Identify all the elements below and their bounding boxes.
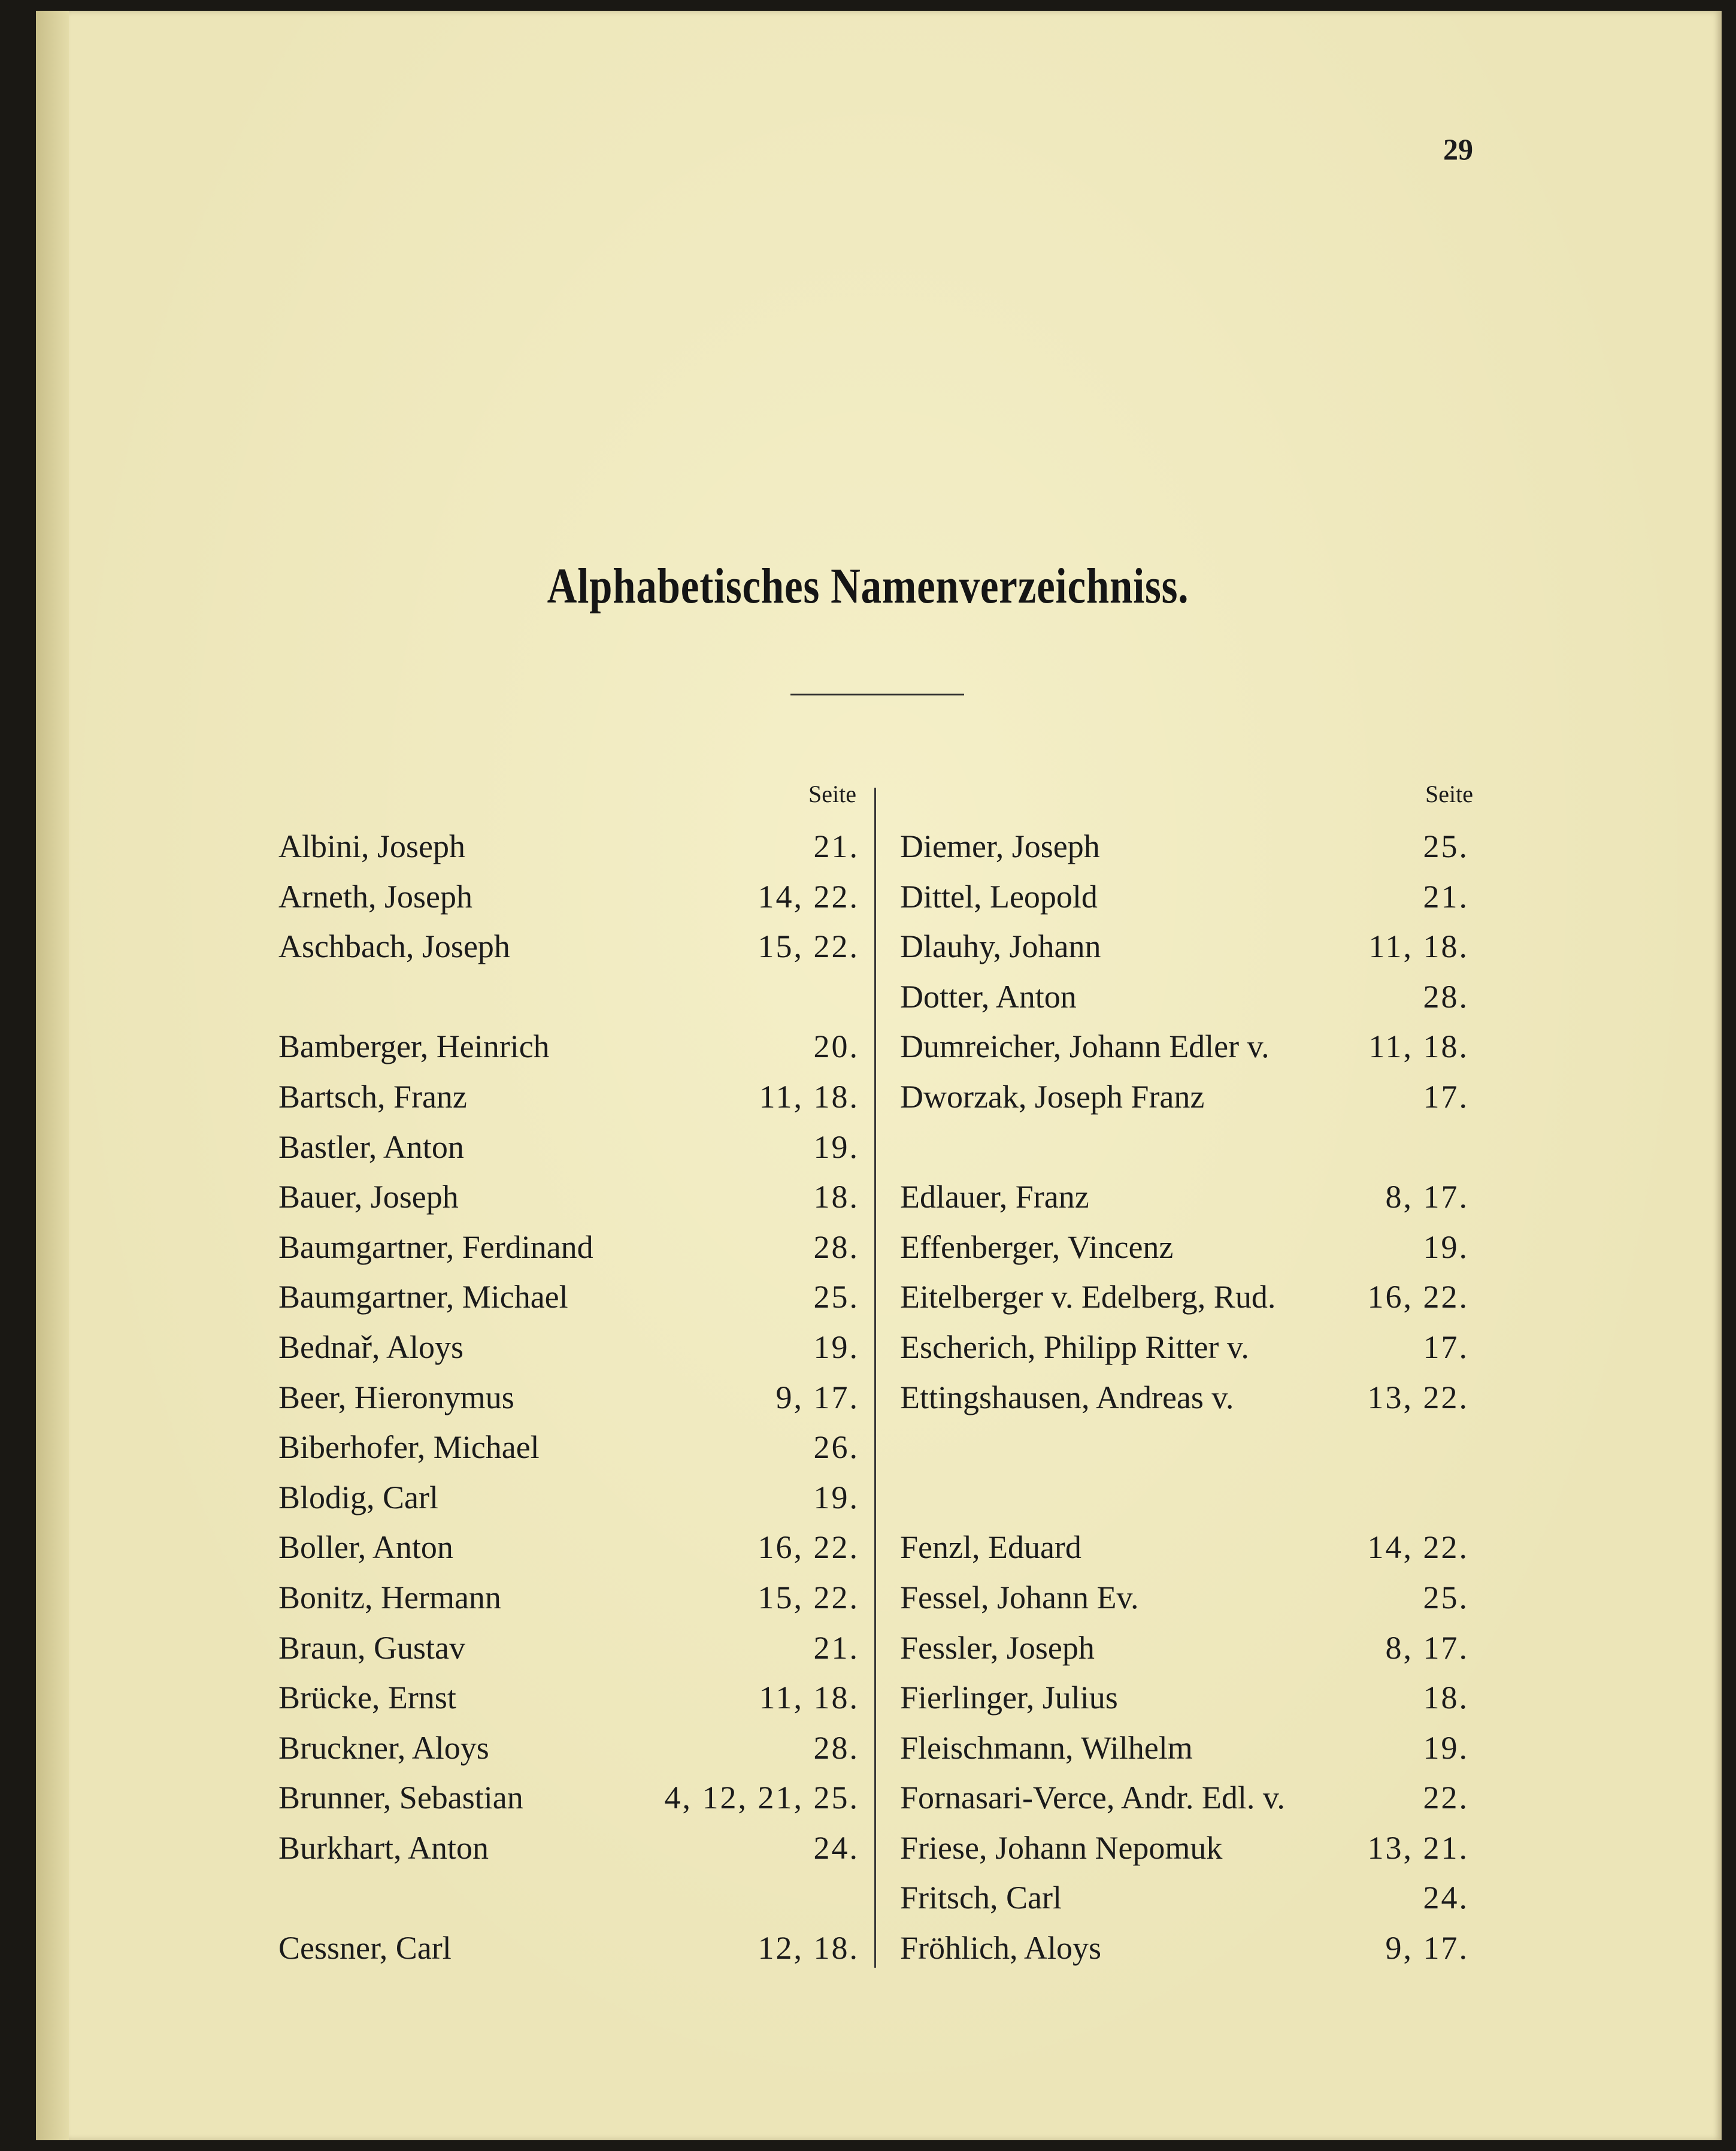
entry-name: Fornasari-Verce, Andr. Edl. v. bbox=[900, 1780, 1285, 1816]
entry-pages: 19. bbox=[813, 1129, 859, 1165]
entry-name: Brücke, Ernst bbox=[278, 1680, 456, 1716]
entry-pages: 8, 17. bbox=[1385, 1629, 1469, 1666]
entry-pages: 16, 22. bbox=[758, 1529, 859, 1566]
entry-name: Baumgartner, Michael bbox=[278, 1279, 568, 1315]
entry-name: Dittel, Leopold bbox=[900, 878, 1098, 915]
index-spacer bbox=[278, 1873, 859, 1923]
entry-name: Braun, Gustav bbox=[278, 1629, 465, 1666]
entry-pages: 14, 22. bbox=[1367, 1529, 1469, 1566]
entry-pages: 11, 18. bbox=[1368, 928, 1469, 965]
index-entry bbox=[278, 1072, 859, 1123]
entry-pages: 28. bbox=[813, 1729, 859, 1766]
entry-name: Dotter, Anton bbox=[900, 978, 1077, 1015]
index-column-right bbox=[900, 822, 1469, 1974]
entry-pages: 18. bbox=[1423, 1680, 1469, 1716]
entry-pages: 13, 21. bbox=[1367, 1829, 1469, 1866]
entry-pages: 13, 22. bbox=[1367, 1379, 1469, 1415]
index-entry bbox=[900, 1523, 1469, 1573]
index-entry bbox=[278, 1923, 859, 1974]
entry-pages: 22. bbox=[1423, 1780, 1469, 1816]
entry-pages: 21. bbox=[813, 828, 859, 864]
index-entry bbox=[900, 1172, 1469, 1223]
index-entry bbox=[278, 872, 859, 922]
entry-name: Ettingshausen, Andreas v. bbox=[900, 1379, 1234, 1415]
entry-pages: 24. bbox=[1423, 1880, 1469, 1916]
entry-name: Beer, Hieronymus bbox=[278, 1379, 514, 1415]
index-entry bbox=[278, 1223, 859, 1273]
entry-pages: 17. bbox=[1423, 1078, 1469, 1115]
entry-pages: 25. bbox=[1423, 1579, 1469, 1615]
index-entry bbox=[278, 1172, 859, 1223]
title-rule bbox=[790, 694, 964, 695]
entry-name: Albini, Joseph bbox=[278, 828, 466, 864]
entry-name: Escherich, Philipp Ritter v. bbox=[900, 1329, 1249, 1365]
entry-pages: 17. bbox=[1423, 1329, 1469, 1365]
entry-name: Fröhlich, Aloys bbox=[900, 1930, 1102, 1967]
entry-name: Fessel, Johann Ev. bbox=[900, 1579, 1139, 1615]
index-entry bbox=[278, 1272, 859, 1323]
index-entry bbox=[900, 1623, 1469, 1674]
index-entry bbox=[278, 1673, 859, 1723]
entry-pages: 15, 22. bbox=[758, 928, 859, 965]
entry-pages: 19. bbox=[813, 1479, 859, 1515]
index-entry bbox=[900, 1323, 1469, 1373]
entry-name: Arneth, Joseph bbox=[278, 878, 472, 915]
entry-name: Bonitz, Hermann bbox=[278, 1579, 501, 1615]
index-entry bbox=[900, 1072, 1469, 1123]
index-entry bbox=[900, 1022, 1469, 1072]
entry-name: Bruckner, Aloys bbox=[278, 1729, 489, 1766]
page-gutter bbox=[36, 11, 69, 2140]
entry-name: Edlauer, Franz bbox=[900, 1179, 1089, 1215]
index-entry bbox=[900, 1773, 1469, 1823]
index-entry bbox=[278, 1573, 859, 1623]
entry-name: Bednař, Aloys bbox=[278, 1329, 463, 1365]
index-entry bbox=[900, 822, 1469, 872]
index-entry bbox=[278, 1523, 859, 1573]
index-entry bbox=[278, 1773, 859, 1823]
entry-pages: 15, 22. bbox=[758, 1579, 859, 1615]
entry-name: Eitelberger v. Edelberg, Rud. bbox=[900, 1279, 1276, 1315]
index-entry bbox=[278, 1473, 859, 1523]
index-entry bbox=[900, 972, 1469, 1022]
index-entry bbox=[278, 922, 859, 972]
entry-pages: 26. bbox=[813, 1429, 859, 1466]
entry-pages: 20. bbox=[813, 1028, 859, 1065]
index-entry bbox=[900, 1823, 1469, 1874]
entry-name: Brunner, Sebastian bbox=[278, 1780, 523, 1816]
entry-pages: 19. bbox=[813, 1329, 859, 1365]
entry-name: Dlauhy, Johann bbox=[900, 928, 1101, 965]
index-entry bbox=[278, 1823, 859, 1874]
entry-pages: 25. bbox=[813, 1279, 859, 1315]
entry-name: Dworzak, Joseph Franz bbox=[900, 1078, 1205, 1115]
entry-name: Fenzl, Eduard bbox=[900, 1529, 1081, 1566]
entry-pages: 12, 18. bbox=[758, 1930, 859, 1967]
entry-name: Aschbach, Joseph bbox=[278, 928, 510, 965]
entry-pages: 28. bbox=[1423, 978, 1469, 1015]
index-entry bbox=[900, 1272, 1469, 1323]
index-entry bbox=[900, 1723, 1469, 1774]
entry-name: Cessner, Carl bbox=[278, 1930, 452, 1967]
index-entry bbox=[278, 1423, 859, 1473]
entry-pages: 21. bbox=[1423, 878, 1469, 915]
page-title: Alphabetisches Namenverzeichniss. bbox=[547, 558, 1189, 614]
entry-name: Bamberger, Heinrich bbox=[278, 1028, 550, 1065]
entry-name: Baumgartner, Ferdinand bbox=[278, 1229, 593, 1265]
right-column-header: Seite bbox=[1425, 780, 1473, 807]
index-entry bbox=[278, 1373, 859, 1423]
index-entry bbox=[900, 872, 1469, 922]
index-entry bbox=[900, 1873, 1469, 1923]
index-entry bbox=[900, 922, 1469, 972]
index-entry bbox=[900, 1923, 1469, 1974]
index-entry bbox=[278, 1022, 859, 1072]
entry-pages: 19. bbox=[1423, 1729, 1469, 1766]
index-entry bbox=[278, 1723, 859, 1774]
index-spacer bbox=[900, 1123, 1469, 1173]
entry-pages: 9, 17. bbox=[775, 1379, 859, 1415]
index-spacer bbox=[278, 972, 859, 1022]
entry-name: Biberhofer, Michael bbox=[278, 1429, 540, 1466]
entry-pages: 4, 12, 21, 25. bbox=[664, 1780, 859, 1816]
entry-name: Boller, Anton bbox=[278, 1529, 453, 1566]
entry-name: Bastler, Anton bbox=[278, 1129, 464, 1165]
entry-pages: 25. bbox=[1423, 828, 1469, 864]
index-entry bbox=[900, 1673, 1469, 1723]
entry-pages: 24. bbox=[813, 1829, 859, 1866]
entry-name: Bauer, Joseph bbox=[278, 1179, 459, 1215]
entry-name: Bartsch, Franz bbox=[278, 1078, 467, 1115]
entry-name: Blodig, Carl bbox=[278, 1479, 438, 1515]
entry-pages: 18. bbox=[813, 1179, 859, 1215]
entry-pages: 11, 18. bbox=[759, 1078, 859, 1115]
index-entry bbox=[278, 1623, 859, 1674]
entry-name: Effenberger, Vincenz bbox=[900, 1229, 1174, 1265]
entry-pages: 11, 18. bbox=[759, 1680, 859, 1716]
page-number: 29 bbox=[1443, 132, 1473, 166]
entry-pages: 9, 17. bbox=[1385, 1930, 1469, 1967]
entry-pages: 21. bbox=[813, 1629, 859, 1666]
entry-name: Fessler, Joseph bbox=[900, 1629, 1095, 1666]
index-entry bbox=[900, 1223, 1469, 1273]
index-entry bbox=[900, 1573, 1469, 1623]
entry-pages: 16, 22. bbox=[1367, 1279, 1469, 1315]
entry-name: Dumreicher, Johann Edler v. bbox=[900, 1028, 1270, 1065]
index-entry bbox=[278, 1123, 859, 1173]
entry-name: Burkhart, Anton bbox=[278, 1829, 489, 1866]
entry-name: Diemer, Joseph bbox=[900, 828, 1100, 864]
entry-pages: 28. bbox=[813, 1229, 859, 1265]
entry-pages: 14, 22. bbox=[758, 878, 859, 915]
index-entry bbox=[278, 822, 859, 872]
entry-name: Fleischmann, Wilhelm bbox=[900, 1729, 1193, 1766]
entry-name: Fritsch, Carl bbox=[900, 1880, 1062, 1916]
index-entry bbox=[900, 1373, 1469, 1423]
entry-name: Fierlinger, Julius bbox=[900, 1680, 1118, 1716]
index-spacer bbox=[900, 1473, 1469, 1523]
column-divider bbox=[874, 788, 876, 1968]
entry-pages: 11, 18. bbox=[1368, 1028, 1469, 1065]
index-entry bbox=[278, 1323, 859, 1373]
entry-pages: 19. bbox=[1423, 1229, 1469, 1265]
index-column-left bbox=[278, 822, 859, 1974]
index-spacer bbox=[900, 1423, 1469, 1473]
entry-pages: 8, 17. bbox=[1385, 1179, 1469, 1215]
left-column-header: Seite bbox=[808, 780, 856, 807]
entry-name: Friese, Johann Nepomuk bbox=[900, 1829, 1223, 1866]
